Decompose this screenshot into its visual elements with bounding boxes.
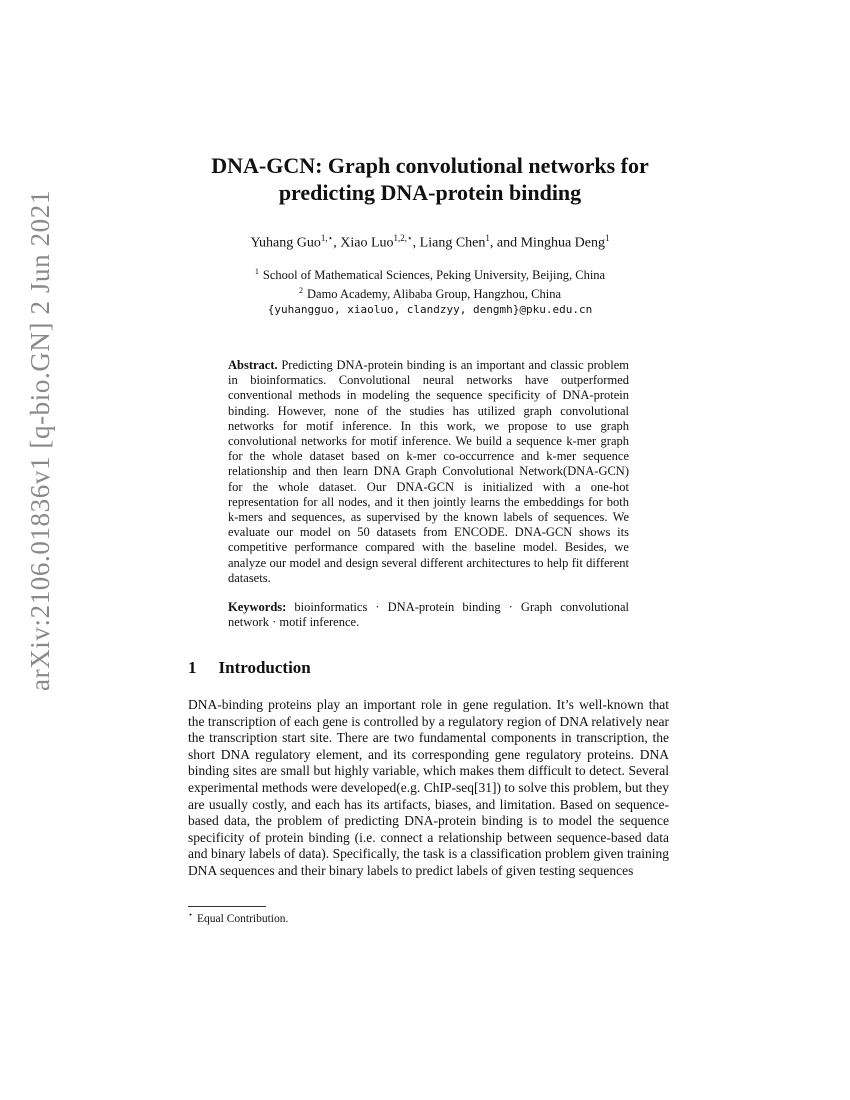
footnote [188, 910, 288, 925]
affiliation-1 [150, 264, 710, 283]
footnote-rule [188, 906, 266, 907]
arxiv-identifier [10, 180, 70, 700]
affiliation-2 [150, 283, 710, 302]
author-name: Minghua Deng [520, 235, 605, 251]
author-mark: 1,2,⋆ [393, 233, 413, 243]
abstract [228, 358, 629, 586]
author-list: Yuhang Guo$^{1,⋆}$, Xiao Luo$^{1,2,⋆}$, Liang Chen$^1$, and Minghua Deng$^1$ [250, 233, 610, 251]
title-line-1: DNA-GCN: Graph convolutional networks for [211, 153, 649, 178]
abstract-text: Predicting DNA-protein binding is an important and classic problem in bioinformatics. Convolutional neural networks have outperformed conventional methods in modeling the sequence specificity of DNA-protein binding. However, none of the studies has utilized graph convolutional networks for motif inference. In this work, we propose to use graph convolutional networks for motif inference. We build a sequence k-mer graph for the whole dataset based on k-mer co-occurrence and k-mer sequence relationship and then learn DNA Graph Convolutional Network(DNA-GCN) for the whole dataset. Our DNA-GCN is initialized with a one-hot representation for all nodes, and it then jointly learns the embeddings for both k-mers and sequences, as supervised by the known labels of sequences. We evaluate our model on 50 datasets from ENCODE. DNA-GCN shows its competitive performance compared with the baseline model. Besides, we analyze our model and design several different architectures to help fit different datasets. [228, 358, 629, 585]
arxiv-identifier-text: arXiv:2106.01836v1 [q-bio.GN] 2 Jun 2021 [24, 189, 55, 691]
section-number: 1 [188, 658, 197, 677]
keywords-label: Keywords: [228, 600, 287, 614]
intro-paragraph: DNA-binding proteins play an important role in gene regulation. It’s well-known that the transcription of each gene is controlled by a regulatory region of DNA relatively near the transcription start site. There are two fundamental components in transcription, the short DNA regulatory element, and its corresponding gene regulatory proteins. DNA binding sites are small but highly variable, which makes them difficult to detect. Several experimental methods were developed(e.g. ChIP-seq[31]) to solve this problem, but they are usually costly, and each has its artifacts, biases, and limitation. Based on sequence-based data, the problem of predicting DNA-protein binding is to model the sequence specificity of protein binding (i.e. connect a relationship between sequence-based data and binary labels of data). Specifically, the task is a classification problem given training DNA sequences and their binary labels to predict labels of given testing sequences [188, 697, 669, 878]
section-title: Introduction [218, 658, 311, 677]
author-mark: 1 [485, 233, 490, 243]
affiliation-text: School of Mathematical Sciences, Peking University, Beijing, China [262, 268, 606, 283]
affiliation-mark: 1 [254, 267, 259, 276]
affiliation-mark: 2 [299, 286, 303, 296]
author-mark: 1 [605, 233, 610, 243]
author-mark: 1,⋆ [320, 233, 334, 243]
keywords-text: bioinformatics · DNA-protein binding · Graph convolutional network · motif inference. [228, 600, 629, 630]
affiliations [150, 264, 710, 318]
footnote-text: Equal Contribution. [197, 912, 289, 925]
paper-title [150, 152, 710, 206]
keywords [228, 600, 629, 630]
title-line-2: predicting DNA-protein binding [278, 180, 582, 205]
affiliation-text: Damo Academy, Alibaba Group, Hangzhou, China [307, 287, 561, 302]
author-name: Xiao Luo [340, 235, 394, 251]
author-name: Yuhang Guo [250, 235, 321, 251]
abstract-label: Abstract. [228, 358, 278, 372]
author-emails: {yuhangguo, xiaoluo, clandzyy, dengmh}@pku.edu.cn [267, 303, 593, 317]
footnote-mark: ⋆ [188, 910, 194, 919]
section-heading [188, 658, 311, 678]
author-name: Liang Chen [419, 235, 486, 251]
